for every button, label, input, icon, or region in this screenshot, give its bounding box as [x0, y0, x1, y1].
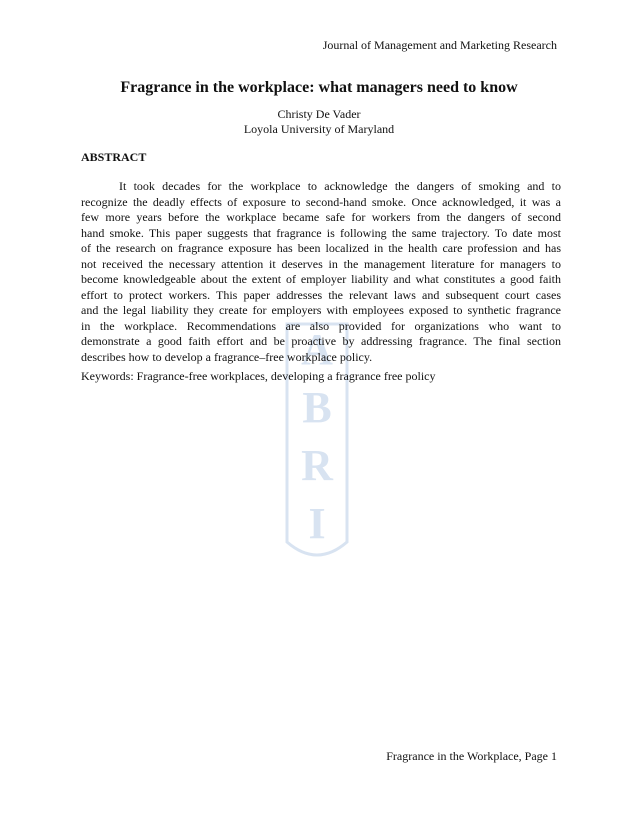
page-footer: Fragrance in the Workplace, Page 1	[386, 749, 557, 763]
watermark-letter-i: I	[308, 499, 326, 548]
abstract-line: demonstrate a good faith effort and be proactive by addressing fragrance. The final section	[81, 334, 561, 348]
journal-running-header: Journal of Management and Marketing Research	[322, 38, 557, 52]
author-name: Christy De Vader	[277, 107, 361, 121]
abstract-line: It took decades for the workplace to acknowledge the dangers of smoking and to	[119, 179, 561, 193]
watermark-letter-a: A	[301, 325, 333, 374]
abstract-line: not received the necessary attention it deserves in the management literature for managers to	[81, 256, 561, 271]
watermark-letter-r: R	[301, 441, 333, 490]
abstract-line: of the research on fragrance exposure has been localized in the health care profession and has	[81, 241, 561, 255]
paper-title: Fragrance in the workplace: what managers need to know	[120, 79, 518, 96]
abstract-line: effort to protect workers. This paper addresses the relevant laws and subsequent court cases	[81, 287, 561, 302]
abstract-line: become knowledgeable about the extent of employer liability and what constitutes a good faith	[81, 272, 561, 286]
abstract-heading: ABSTRACT	[81, 150, 147, 164]
abstract-line: in the workplace. Recommendations are also provided for organizations who want to	[81, 318, 561, 333]
abstract-line: recognize the deadly effects of exposure to second-hand smoke. Once acknowledged, it was a	[81, 194, 561, 209]
abstract-paragraph	[81, 179, 561, 365]
abstract-line: few more years before the workplace became safe for workers from the dangers of second	[81, 210, 561, 224]
abstract-line: hand smoke. This paper suggests that fragrance is following the same trajectory. To date most	[81, 225, 561, 240]
watermark-letter-b: B	[302, 383, 332, 432]
abstract-line: and the legal liability they create for employers with employees exposed to synthetic fragrance	[81, 303, 561, 317]
abstract-line: describes how to develop a fragrance–free workplace policy.	[81, 349, 373, 364]
keywords: Keywords: Fragrance-free workplaces, developing a fragrance free policy	[81, 369, 436, 383]
author-affiliation: Loyola University of Maryland	[243, 122, 395, 136]
